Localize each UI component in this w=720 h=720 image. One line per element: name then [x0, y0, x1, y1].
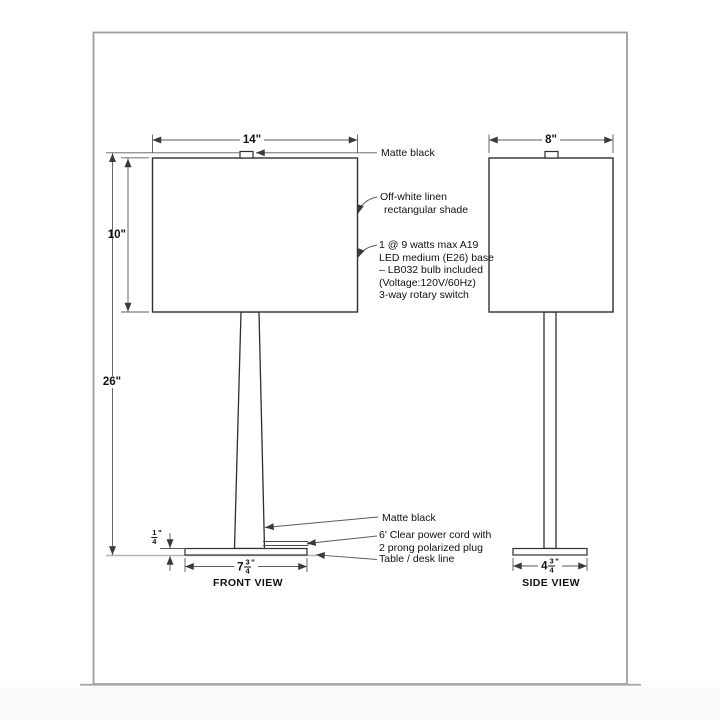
leader-power-cord: [307, 536, 377, 544]
front-overall-height-value: 26": [100, 376, 124, 388]
front-lamp-shade: [153, 158, 358, 312]
fraction-denominator: 4: [152, 537, 157, 546]
front-lamp-column: [235, 312, 265, 549]
leader-table-line: [316, 555, 377, 560]
front-base-height-value: [150, 526, 161, 546]
leader-column-matte-black: [265, 517, 378, 528]
side-lamp-shade: [489, 158, 613, 312]
note-bulb: [379, 239, 494, 302]
fraction-numerator: 3: [245, 557, 250, 567]
note-bulb-line2: LED medium (E26) base: [379, 251, 494, 264]
leader-bulb-note: [358, 245, 377, 258]
note-bulb-line5: 3-way rotary switch: [379, 289, 469, 302]
fraction-denominator: 4: [549, 565, 554, 575]
unit-mark: ": [555, 557, 559, 567]
front-lamp-base: [185, 549, 307, 556]
front-base-height-dimension: [160, 533, 186, 571]
note-column-matte-black: Matte black: [382, 512, 436, 524]
note-shade: [380, 191, 468, 216]
unit-mark: ": [157, 529, 162, 538]
front-view-caption: FRONT VIEW: [213, 577, 283, 589]
note-bulb-line4: (Voltage:120V/60Hz): [379, 276, 476, 289]
power-cord: [263, 542, 308, 546]
note-table-desk-line: Table / desk line: [379, 553, 455, 565]
note-power-cord: [379, 529, 491, 554]
note-cord-line2: 2 prong polarized plug: [379, 541, 483, 554]
side-lamp-column: [544, 312, 556, 549]
side-finial: [545, 152, 558, 159]
note-finial-matte-black: Matte black: [381, 147, 435, 159]
side-view-caption: SIDE VIEW: [522, 577, 580, 589]
note-shade-line1: Off-white linen: [380, 191, 447, 203]
front-shade-height-value: 10": [107, 229, 126, 241]
side-shade-width-value: 8": [542, 134, 560, 146]
side-base-width-value: [538, 558, 562, 575]
note-bulb-line3: – LB032 bulb included: [379, 264, 483, 277]
front-base-width-value: [234, 559, 258, 576]
fraction-denominator: 4: [245, 566, 250, 576]
front-finial: [240, 152, 253, 159]
leader-shade-note: [358, 197, 377, 214]
note-cord-line1: 6' Clear power cord with: [379, 529, 492, 541]
whole-number: 4: [541, 560, 548, 572]
fraction-numerator: 3: [549, 556, 554, 566]
unit-mark: ": [251, 558, 255, 568]
whole-number: 7: [237, 561, 244, 573]
note-bulb-line1: 1 @ 9 watts max A19: [379, 239, 479, 251]
side-lamp-base: [513, 549, 587, 556]
front-shade-width-value: 14": [240, 134, 264, 146]
fraction-numerator: 1: [152, 528, 157, 537]
note-shade-line2: rectangular shade: [384, 203, 469, 216]
